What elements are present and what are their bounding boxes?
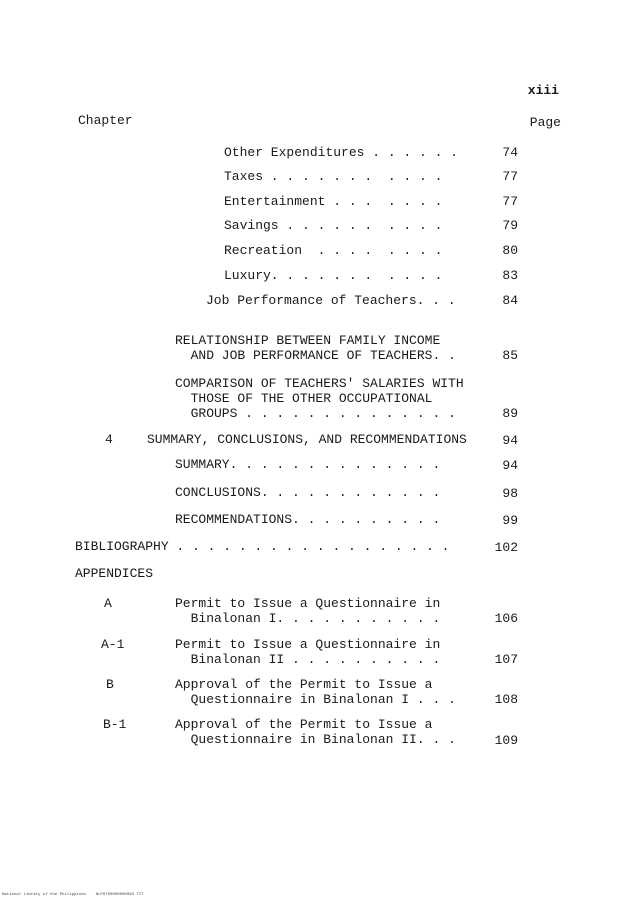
toc-entry-text: Permit to Issue a Questionnaire in Binalonan II . . . . . . . . . . — [175, 637, 441, 667]
toc-entry-text: RELATIONSHIP BETWEEN FAMILY INCOME AND JOB PERFORMANCE OF TEACHERS. . — [175, 333, 456, 363]
toc-entry-text: COMPARISON OF TEACHERS' SALARIES WITH THOSE OF THE OTHER OCCUPATIONAL GROUPS . . . . . . . . . . . . . . — [175, 376, 464, 421]
toc-entry-text: BIBLIOGRAPHY . . . . . . . . . . . . . . . . . . — [75, 539, 450, 554]
toc-entry-text: Other Expenditures . . . . . . — [224, 145, 459, 160]
toc-entry-text: Taxes . . . . . . . . . . . — [224, 169, 443, 184]
appendix-number: B — [106, 677, 114, 692]
toc-entry-page: 99 — [502, 513, 518, 528]
toc-entry-text: CONCLUSIONS. . . . . . . . . . . . — [175, 485, 441, 500]
toc-entry-page: 94 — [502, 458, 518, 473]
appendix-number: B-1 — [103, 717, 127, 732]
toc-entry-page: 85 — [502, 348, 518, 363]
appendix-number: A-1 — [101, 637, 125, 652]
toc-entry-text: SUMMARY, CONCLUSIONS, AND RECOMMENDATIONS — [147, 432, 467, 447]
appendices-heading: APPENDICES — [75, 566, 154, 581]
toc-entry-text: Recreation . . . . . . . . — [224, 243, 443, 258]
toc-entry-page: 108 — [494, 692, 518, 707]
toc-entry-page: 74 — [502, 145, 518, 160]
toc-entry-page: 109 — [494, 733, 518, 748]
appendix-number: A — [104, 596, 112, 611]
toc-entry-text: SUMMARY. . . . . . . . . . . . . . — [175, 457, 441, 472]
toc-entry-page: 94 — [502, 433, 518, 448]
toc-entry-page: 77 — [502, 194, 518, 209]
toc-entry-text: Luxury. . . . . . . . . . . — [224, 268, 443, 283]
toc-entry-page: 77 — [502, 169, 518, 184]
toc-entry-text: Savings . . . . . . . . . . — [224, 218, 443, 233]
chapter-header: Chapter — [78, 113, 133, 128]
toc-entry-page: 84 — [502, 293, 518, 308]
toc-entry-page: 89 — [502, 406, 518, 421]
toc-entry-text: RECOMMENDATIONS. . . . . . . . . . — [175, 512, 441, 527]
footer: National Library of the Philippines NLP0TD0000000093 TIT — [2, 893, 144, 897]
toc-entry-page: 102 — [494, 540, 518, 555]
toc-entry-page: 83 — [502, 268, 518, 283]
toc-entry-page: 80 — [502, 243, 518, 258]
page-header: Page — [529, 115, 561, 130]
toc-entry-page: 107 — [494, 652, 518, 667]
toc-entry-page: 106 — [494, 611, 518, 626]
toc-entry-page: 98 — [502, 486, 518, 501]
toc-entry-text: Approval of the Permit to Issue a Questionnaire in Binalonan II. . . — [175, 717, 456, 747]
page-number: xiii — [527, 83, 559, 98]
toc-entry-page: 79 — [502, 218, 518, 233]
toc-entry-text: Entertainment . . . . . . . — [224, 194, 443, 209]
chapter-number: 4 — [105, 432, 113, 447]
toc-entry-text: Job Performance of Teachers. . . — [206, 293, 456, 308]
toc-entry-text: Permit to Issue a Questionnaire in Binalonan I. . . . . . . . . . . — [175, 596, 441, 626]
toc-entry-text: Approval of the Permit to Issue a Questionnaire in Binalonan I . . . — [175, 677, 456, 707]
